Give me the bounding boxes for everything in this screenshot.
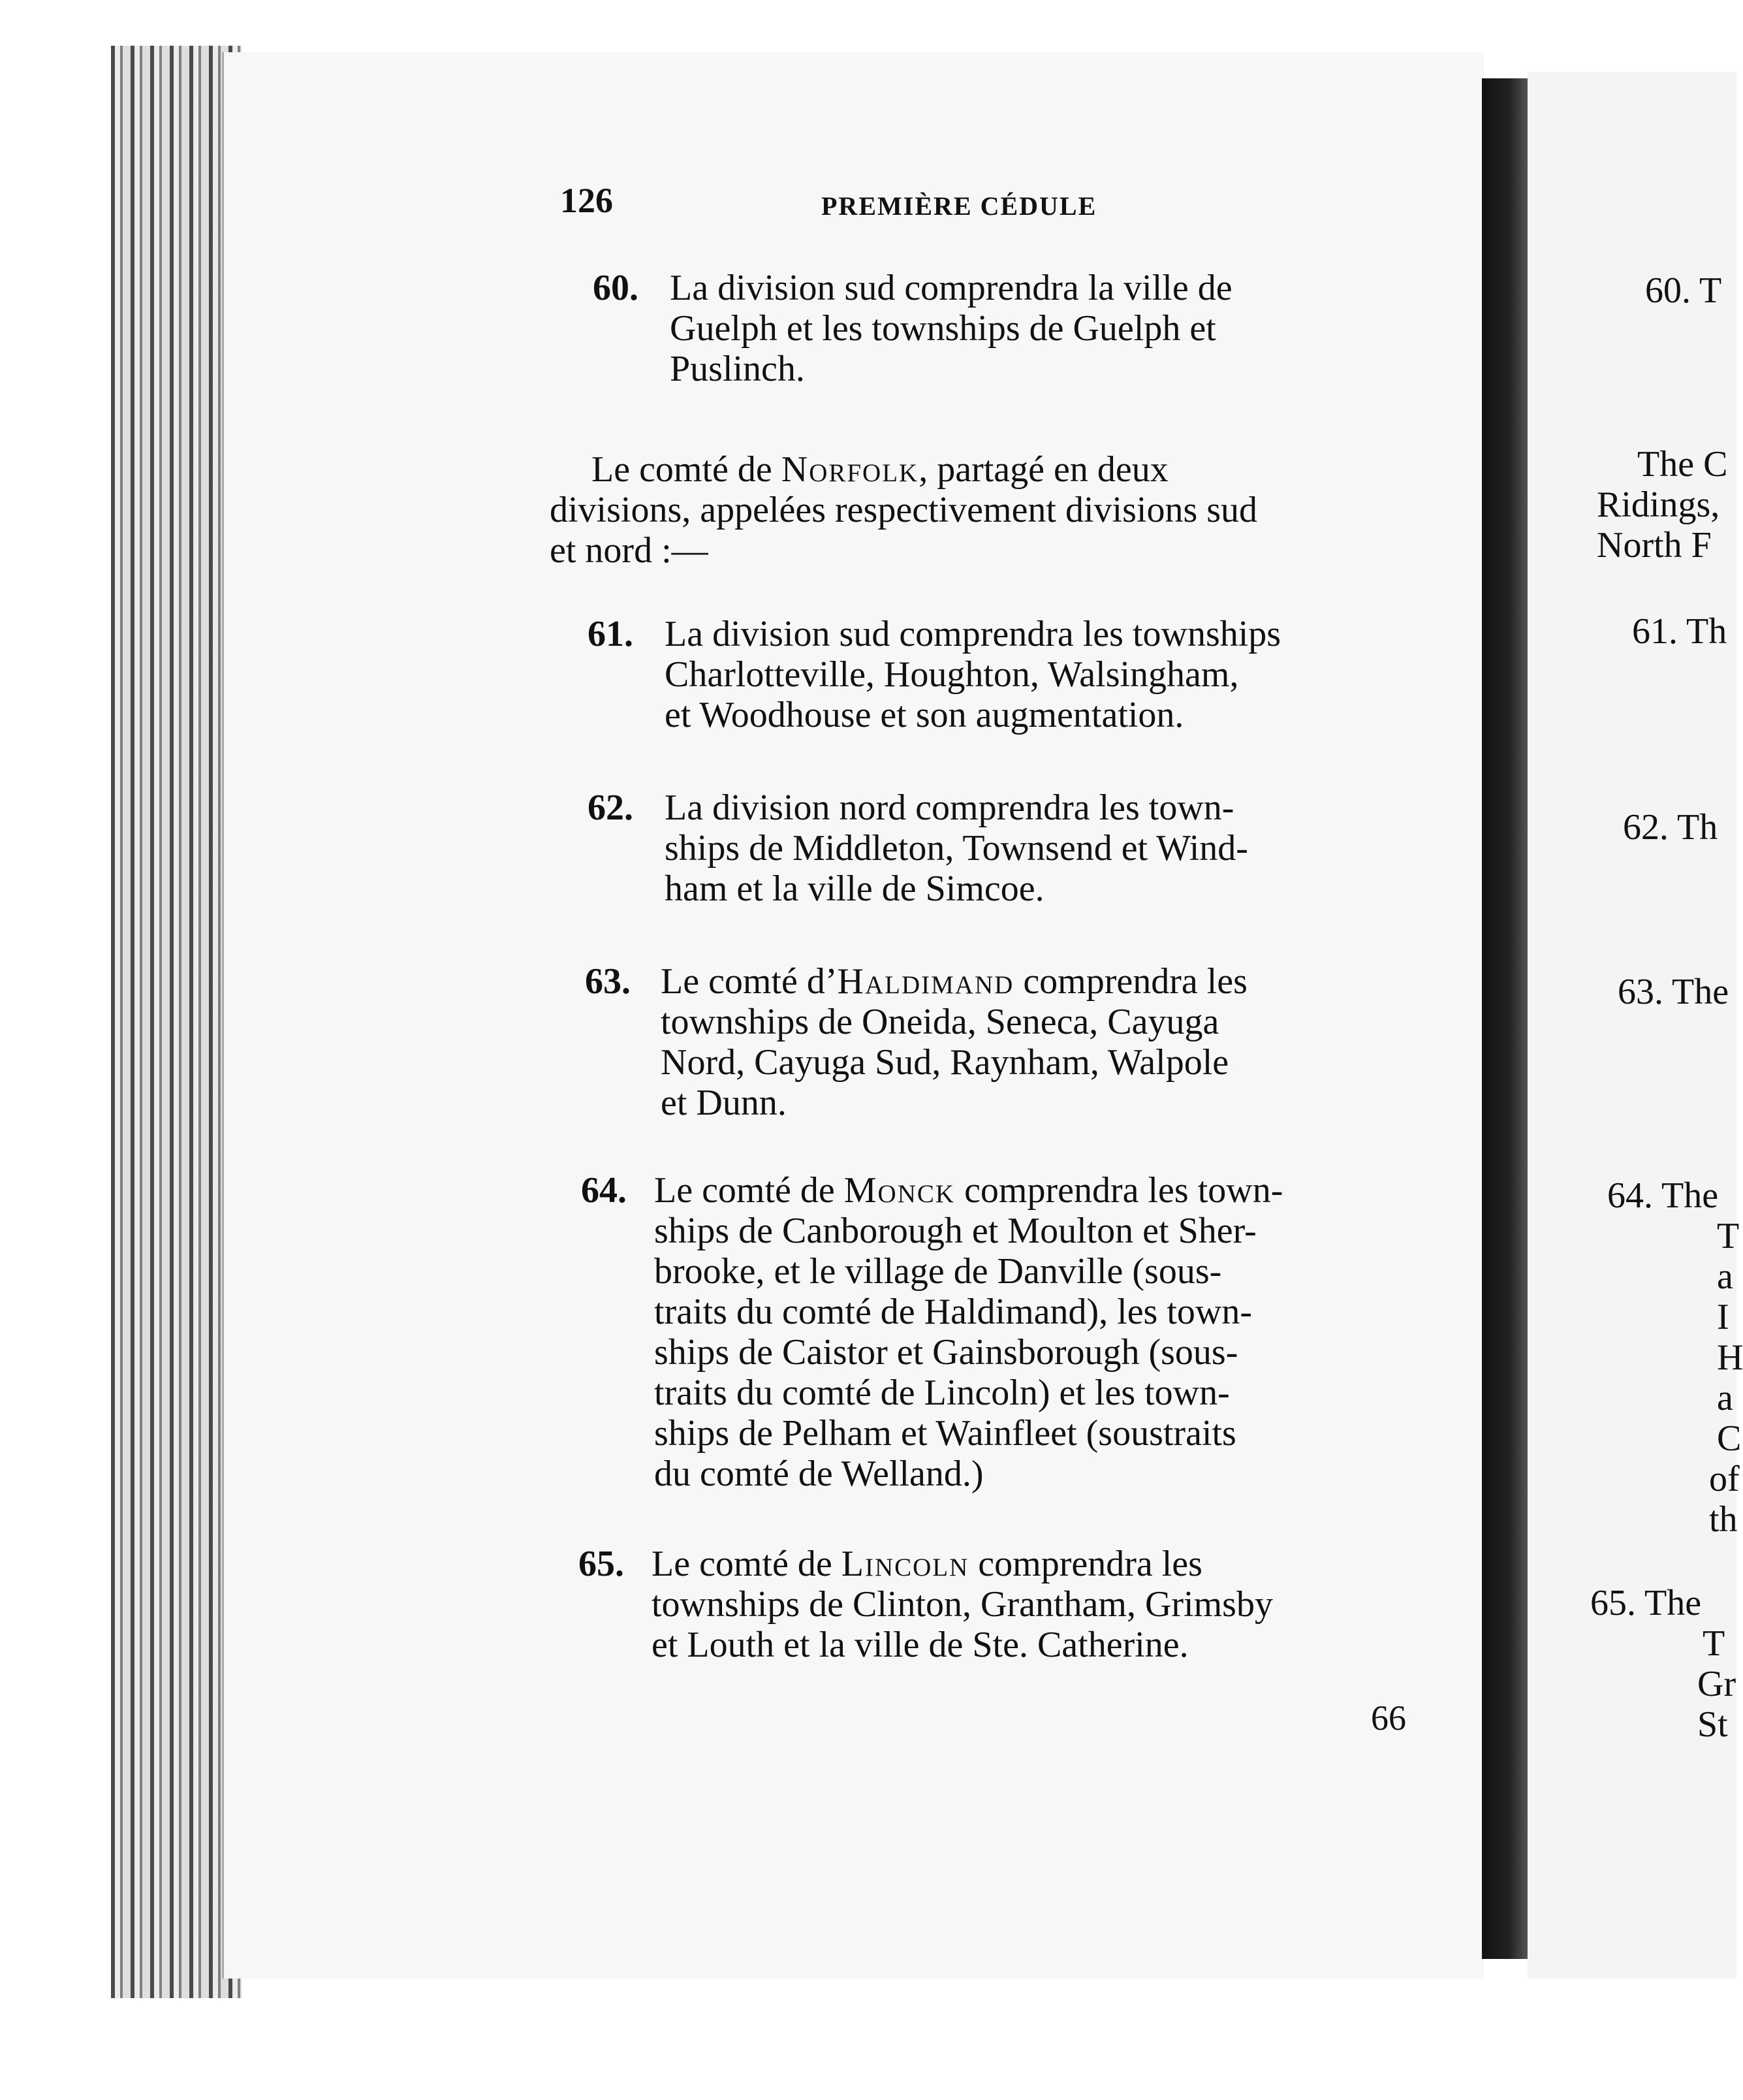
right-page-fragment: North F	[1597, 525, 1712, 565]
text-line: La division sud comprendra la ville de	[670, 268, 1233, 308]
page-header	[560, 180, 1409, 232]
text-line: brooke, et le village de Danville (sous-	[654, 1251, 1222, 1292]
right-page-fragment: H	[1717, 1337, 1743, 1378]
text-fragment: Le comté d’	[661, 961, 838, 1002]
item-62	[588, 788, 1435, 912]
text-line: townships de Oneida, Seneca, Cayuga	[661, 1002, 1219, 1042]
right-page-fragment: 64. The	[1607, 1175, 1719, 1216]
item-number: 60.	[593, 268, 638, 308]
text-fragment: comprendra les	[969, 1544, 1202, 1584]
right-page-fragment: The C	[1637, 444, 1728, 485]
item-number: 64.	[581, 1170, 627, 1211]
right-page-fragment: T	[1703, 1623, 1725, 1664]
county-name: Norfolk	[781, 449, 919, 490]
right-page-fragment: 62. Th	[1623, 807, 1718, 848]
text-line: du comté de Welland.)	[654, 1454, 984, 1494]
right-page-fragment: a	[1717, 1378, 1733, 1418]
right-page-fragment: Ridings,	[1597, 485, 1720, 525]
item-64	[581, 1170, 1435, 1497]
text-line: La division sud comprendra les townships	[665, 614, 1281, 654]
text-line	[652, 1544, 1435, 1584]
item-number: 63.	[585, 961, 631, 1002]
text-line: townships de Clinton, Grantham, Grimsby	[652, 1584, 1273, 1625]
county-name: Haldimand	[837, 961, 1014, 1002]
right-page-fragment: 60. T	[1645, 270, 1722, 311]
text-fragment: , partagé en deux	[919, 449, 1169, 490]
text-line: ships de Caistor et Gainsborough (sous-	[654, 1332, 1238, 1373]
right-page-fragment: St	[1697, 1704, 1728, 1745]
text-fragment: Le comté de	[591, 449, 781, 490]
text-line: et Woodhouse et son augmentation.	[665, 695, 1184, 735]
text-line: La division nord comprendra les town-	[665, 788, 1234, 828]
text-line: Nord, Cayuga Sud, Raynham, Walpole	[661, 1042, 1229, 1083]
text-line: traits du comté de Haldimand), les town-	[654, 1292, 1252, 1332]
norfolk-intro	[550, 449, 1435, 573]
text-line: et Dunn.	[661, 1083, 787, 1123]
text-line: et nord :—	[550, 530, 708, 571]
right-page-fragment: C	[1717, 1418, 1742, 1459]
text-fragment: Le comté de	[654, 1170, 844, 1211]
page-number: 126	[560, 181, 613, 220]
item-number: 61.	[588, 614, 633, 654]
text-line	[550, 449, 1435, 490]
text-line: ships de Pelham et Wainfleet (soustraits	[654, 1413, 1236, 1454]
text-line: Charlotteville, Houghton, Walsingham,	[665, 654, 1239, 695]
text-fragment: comprendra les town-	[955, 1170, 1283, 1211]
right-page-fragment: Gr	[1697, 1664, 1736, 1704]
running-title: PREMIÈRE CÉDULE	[821, 191, 1097, 221]
text-line: ham et la ville de Simcoe.	[665, 868, 1044, 909]
text-line: divisions, appelées respectivement divisions sud	[550, 490, 1258, 530]
text-line: ships de Canborough et Moulton et Sher-	[654, 1211, 1257, 1251]
right-page-fragment: a	[1717, 1256, 1733, 1297]
item-60	[593, 268, 1435, 392]
county-name: Lincoln	[841, 1544, 969, 1584]
right-page-fragment: 65. The	[1590, 1583, 1702, 1623]
text-line	[661, 961, 1435, 1002]
right-page-fragment: T	[1717, 1216, 1740, 1256]
text-fragment: comprendra les	[1014, 961, 1248, 1002]
text-line: Puslinch.	[670, 349, 805, 389]
item-65	[578, 1544, 1435, 1668]
right-page-fragment: I	[1717, 1297, 1729, 1337]
text-line: et Louth et la ville de Ste. Catherine.	[652, 1625, 1189, 1665]
text-line	[654, 1170, 1435, 1211]
book-gutter	[1482, 78, 1528, 1959]
right-page-fragment: th	[1709, 1499, 1738, 1540]
right-page-fragment: 61. Th	[1632, 611, 1727, 652]
text-line: ships de Middleton, Townsend et Wind-	[665, 828, 1248, 868]
right-page-fragment: 63. The	[1618, 972, 1729, 1012]
item-61	[588, 614, 1435, 738]
item-number: 65.	[578, 1544, 624, 1584]
text-line: traits du comté de Lincoln) et les town-	[654, 1373, 1230, 1413]
text-line: Guelph et les townships de Guelph et	[670, 308, 1216, 349]
county-name: Monck	[843, 1170, 956, 1211]
item-number: 62.	[588, 788, 633, 828]
item-63	[585, 961, 1435, 1124]
catchword: 66	[1371, 1698, 1406, 1738]
right-page-fragment: of	[1709, 1459, 1740, 1499]
text-fragment: Le comté de	[652, 1544, 841, 1584]
